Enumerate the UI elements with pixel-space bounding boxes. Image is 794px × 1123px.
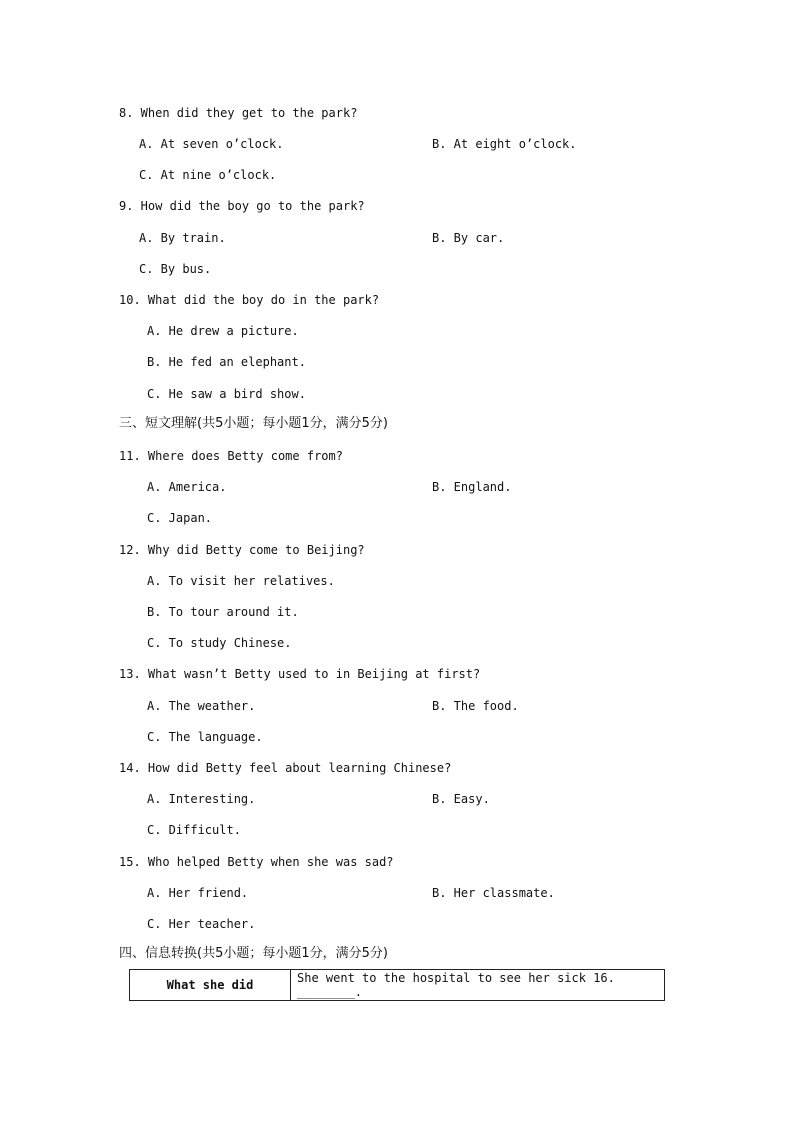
option-10a: A. He drew a picture. xyxy=(147,324,299,338)
option-12a: A. To visit her relatives. xyxy=(147,574,335,588)
option-13c: C. The language. xyxy=(147,730,263,744)
section-four-heading: 四、信息转换(共5小题；每小题1分，满分5分) xyxy=(119,946,388,961)
table-row xyxy=(130,970,665,1001)
question-15: 15. Who helped Betty when she was sad? xyxy=(119,855,394,869)
option-11a: A. America. xyxy=(147,480,227,494)
option-15a: A. Her friend. xyxy=(147,886,249,900)
info-table xyxy=(129,969,665,1001)
option-13a: A. The weather. xyxy=(147,699,256,713)
table-header-cell: What she did xyxy=(130,970,291,1001)
question-8: 8. When did they get to the park? xyxy=(119,106,358,120)
option-11b: B. England. xyxy=(432,480,512,494)
option-9c: C. By bus. xyxy=(139,262,212,276)
question-12: 12. Why did Betty come to Beijing? xyxy=(119,543,365,557)
option-12b: B. To tour around it. xyxy=(147,605,299,619)
option-13b: B. The food. xyxy=(432,699,519,713)
question-14: 14. How did Betty feel about learning Chinese? xyxy=(119,761,452,775)
option-14b: B. Easy. xyxy=(432,792,490,806)
option-8a: A. At seven o’clock. xyxy=(139,137,284,151)
option-14a: A. Interesting. xyxy=(147,792,256,806)
option-8c: C. At nine o’clock. xyxy=(139,168,277,182)
option-15c: C. Her teacher. xyxy=(147,917,256,931)
table-content-cell: She went to the hospital to see her sick 16. ________. xyxy=(291,970,665,1001)
option-10b: B. He fed an elephant. xyxy=(147,355,306,369)
option-12c: C. To study Chinese. xyxy=(147,636,292,650)
option-9a: A. By train. xyxy=(139,231,226,245)
question-9: 9. How did the boy go to the park? xyxy=(119,199,365,213)
option-15b: B. Her classmate. xyxy=(432,886,555,900)
option-9b: B. By car. xyxy=(432,231,505,245)
option-11c: C. Japan. xyxy=(147,511,213,525)
option-8b: B. At eight o’clock. xyxy=(432,137,577,151)
option-10c: C. He saw a bird show. xyxy=(147,387,306,401)
question-10: 10. What did the boy do in the park? xyxy=(119,293,380,307)
question-11: 11. Where does Betty come from? xyxy=(119,449,343,463)
question-13: 13. What wasn’t Betty used to in Beijing at first? xyxy=(119,667,481,681)
option-14c: C. Difficult. xyxy=(147,823,241,837)
section-three-heading: 三、短文理解(共5小题；每小题1分，满分5分) xyxy=(119,416,388,431)
